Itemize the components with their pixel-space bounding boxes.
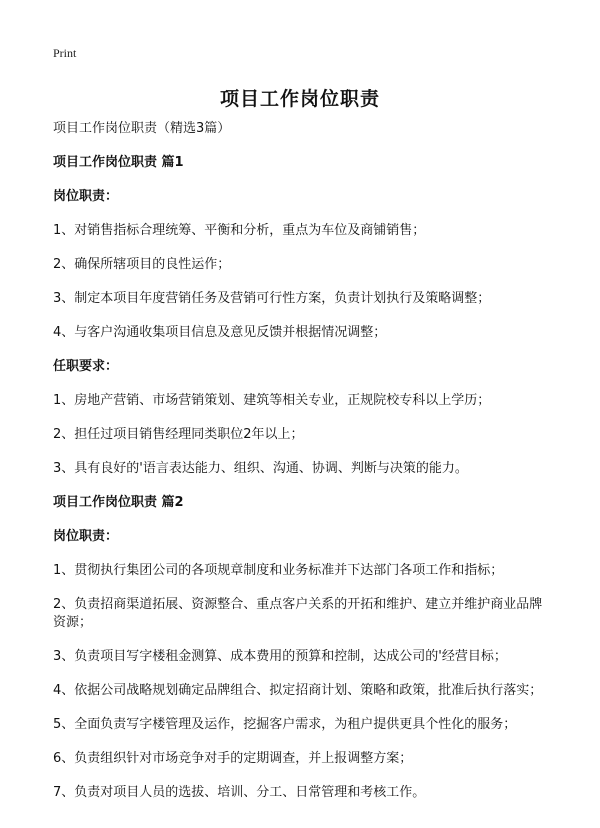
section-heading: 项目工作岗位职责 篇1 [53,155,184,170]
list-item: 3、具有良好的'语言表达能力、组织、沟通、协调、判断与决策的能力。 [53,461,468,476]
duties-label: 岗位职责： [53,189,119,204]
list-item: 1、对销售指标合理统筹、平衡和分析，重点为车位及商铺销售； [53,223,426,238]
section-heading: 项目工作岗位职责 篇2 [53,495,184,510]
list-item: 3、制定本项目年度营销任务及营销可行性方案，负责计划执行及策略调整； [53,291,491,306]
list-item: 7、负责对项目人员的选拔、培训、分工、日常管理和考核工作。 [53,785,426,800]
document-subtitle: 项目工作岗位职责（精选3篇） [53,121,231,136]
duties-label: 岗位职责： [53,529,119,544]
list-item: 2、担任过项目销售经理同类职位2年以上； [53,427,304,442]
list-item: 5、全面负责写字楼管理及运作，挖掘客户需求，为租户提供更具个性化的服务； [53,717,517,732]
list-item: 1、房地产营销、市场营销策划、建筑等相关专业，正规院校专科以上学历； [53,393,491,408]
requirements-label: 任职要求： [53,359,119,374]
list-item: 6、负责组织针对市场竞争对手的定期调查，并上报调整方案； [53,751,413,766]
list-item: 4、与客户沟通收集项目信息及意见反馈并根据情况调整； [53,325,387,340]
list-item: 2、确保所辖项目的良性运作； [53,257,231,272]
list-item: 2、负责招商渠道拓展、资源整合、重点客户关系的开拓和维护、建立并维护商业品牌资源； [53,597,543,630]
list-item: 4、依据公司战略规划确定品牌组合、拟定招商计划、策略和政策，批准后执行落实； [53,683,543,698]
print-label: Print [53,46,77,60]
list-item: 1、贯彻执行集团公司的各项规章制度和业务标准并下达部门各项工作和指标； [53,563,504,578]
document-title: 项目工作岗位职责 [219,88,380,110]
list-item: 3、负责项目写字楼租金测算、成本费用的预算和控制，达成公司的'经营目标； [53,649,507,664]
document-body [53,120,553,802]
